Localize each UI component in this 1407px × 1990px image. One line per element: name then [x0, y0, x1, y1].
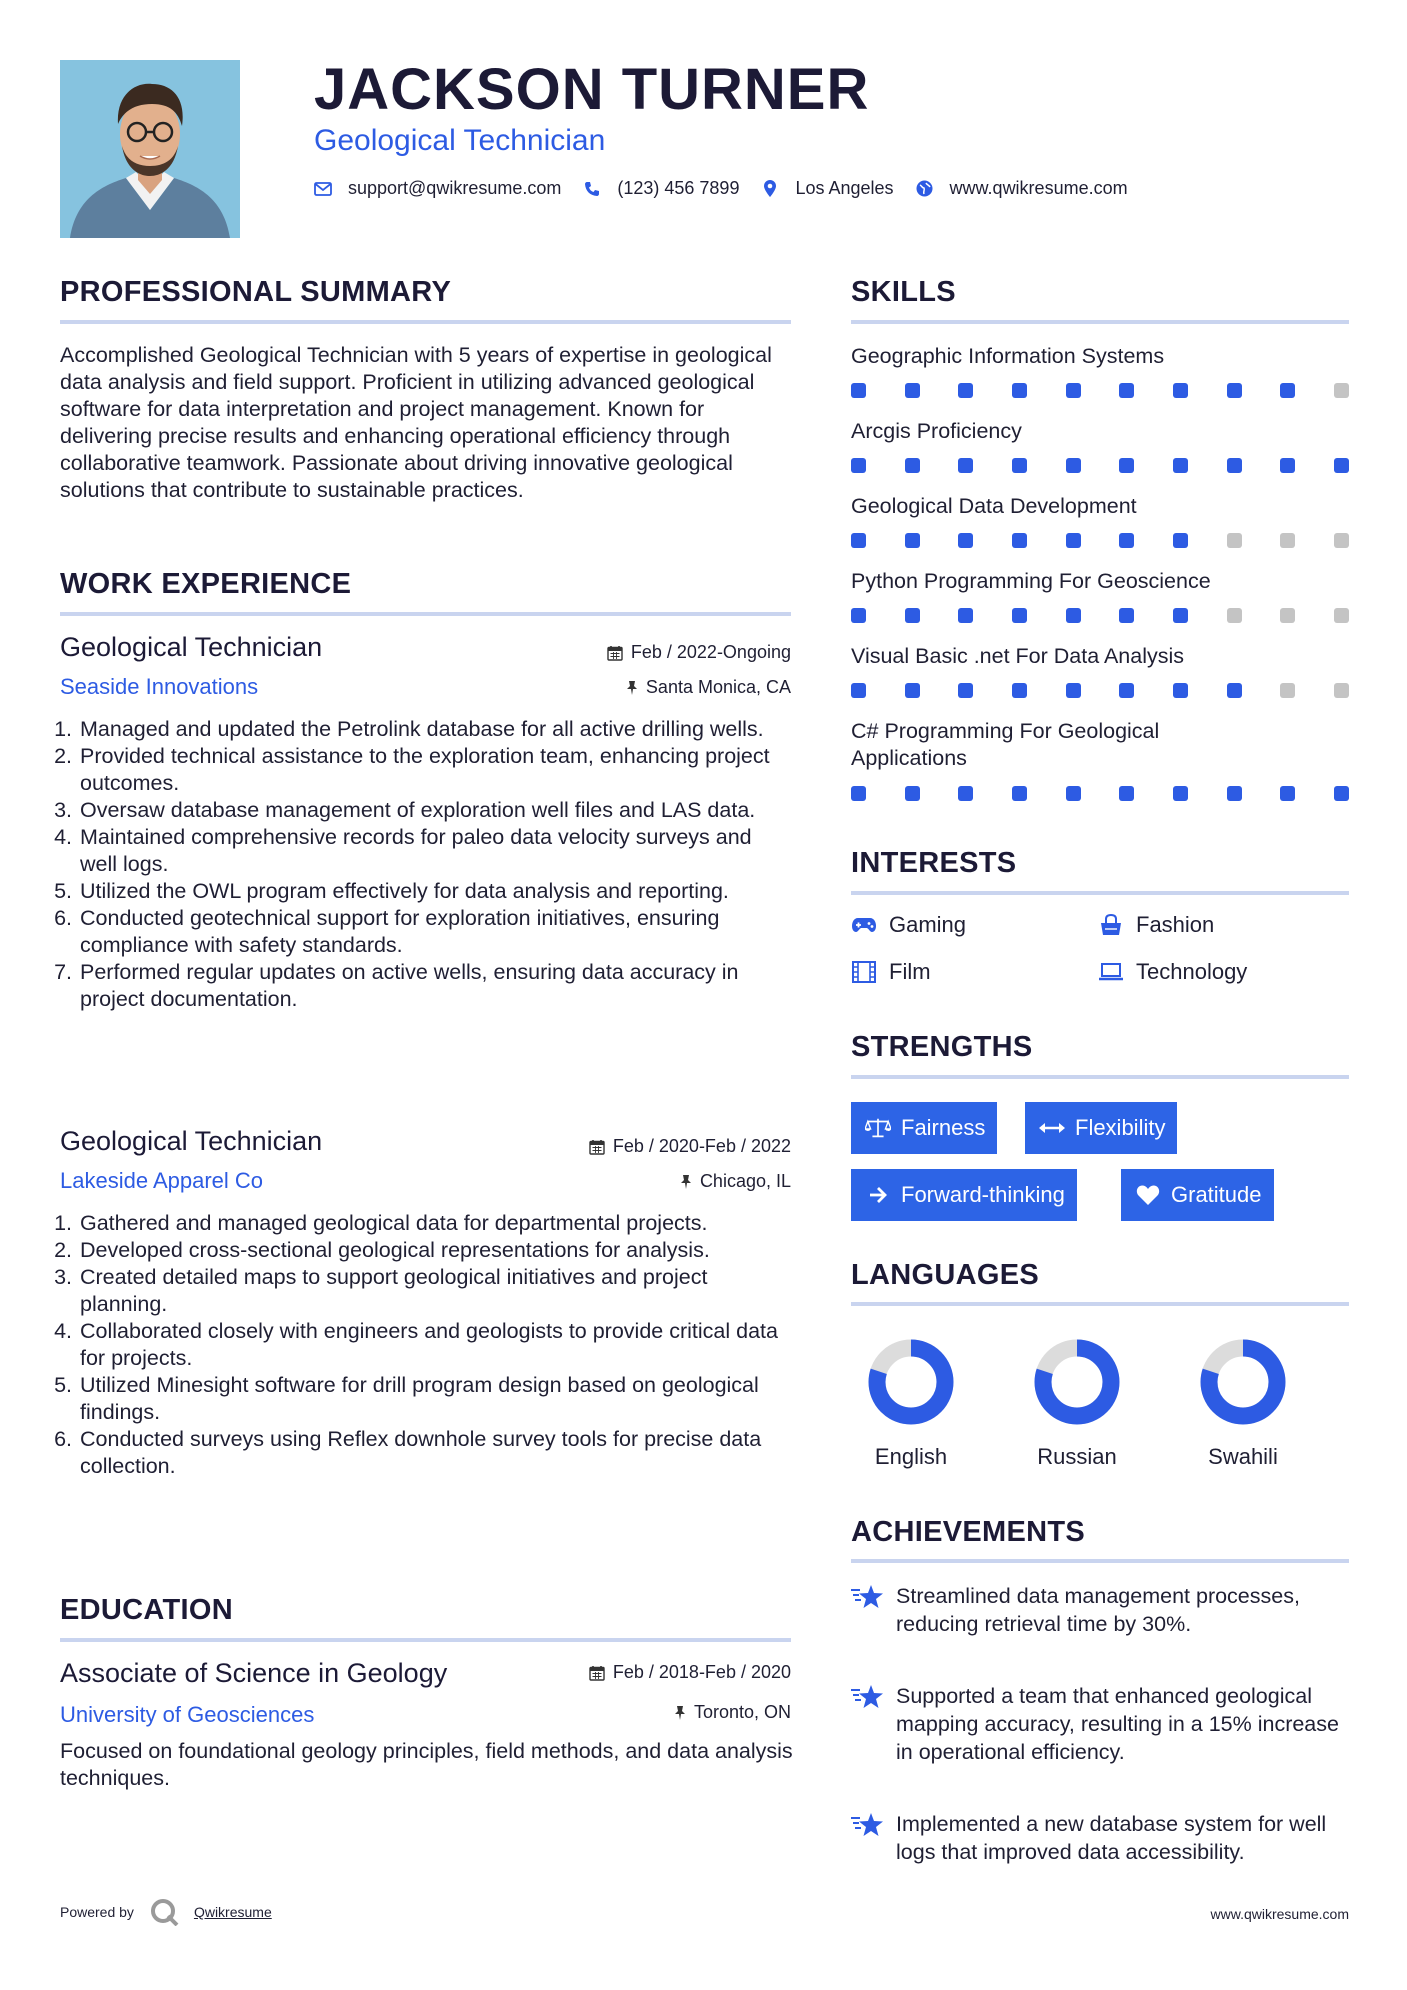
contact-bar	[314, 178, 1150, 199]
map-pin-icon	[761, 180, 779, 198]
skill-5-rating	[851, 683, 1349, 699]
strength-flexibility: Flexibility	[1025, 1102, 1177, 1154]
phone-icon	[583, 180, 601, 198]
film-icon	[851, 961, 877, 983]
skill-dot	[1280, 786, 1295, 801]
skill-dot	[1334, 683, 1349, 698]
shooting-star-icon	[851, 1810, 885, 1866]
skill-dot	[958, 533, 973, 548]
footer-website[interactable]: www.qwikresume.com	[1210, 1906, 1349, 1922]
footer-powered-by: Powered by Qwikresume	[60, 1898, 272, 1926]
language-english: English	[851, 1338, 971, 1439]
skill-6-name: C# Programming For Geological Applications	[851, 719, 1160, 770]
skill-dot	[1119, 608, 1134, 623]
list-item: 5. Utilized the OWL program effectively for data analysis and reporting.	[78, 878, 780, 905]
skills-heading: SKILLS	[851, 276, 956, 308]
list-item: 2. Provided technical assistance to the exploration team, enhancing project outcomes.	[78, 743, 780, 797]
list-item: 1. Managed and updated the Petrolink database for all active drilling wells.	[78, 716, 780, 743]
skill-dot	[905, 383, 920, 398]
language-swahili-chart	[1183, 1338, 1303, 1434]
arrows-horizontal-icon	[1039, 1117, 1065, 1139]
interest-film: Film	[851, 959, 931, 985]
calendar-icon	[589, 1139, 605, 1155]
skill-dot	[1173, 383, 1188, 398]
skill-dot	[1227, 786, 1242, 801]
skill-dot	[1066, 786, 1081, 801]
summary-heading: PROFESSIONAL SUMMARY	[60, 276, 452, 308]
skill-1-rating	[851, 383, 1349, 399]
skill-dot	[1334, 786, 1349, 801]
skill-dot	[1227, 683, 1242, 698]
list-item: 6. Conducted surveys using Reflex downhole survey tools for precise data collection.	[78, 1426, 790, 1480]
experience-heading: WORK EXPERIENCE	[60, 568, 352, 600]
shooting-star-icon	[851, 1682, 885, 1766]
list-item: 3. Created detailed maps to support geological initiatives and project planning.	[78, 1264, 790, 1318]
job-1-title: Geological Technician	[60, 632, 323, 662]
job-1-duties	[60, 716, 780, 1013]
skill-dot	[1173, 458, 1188, 473]
job-1-location: Santa Monica, CA	[500, 677, 791, 698]
skill-dot	[958, 683, 973, 698]
languages-heading: LANGUAGES	[851, 1259, 1039, 1291]
achievement-1: Streamlined data management processes, reducing retrieval time by 30%.	[851, 1582, 1351, 1638]
skill-dot	[1280, 533, 1295, 548]
globe-icon	[916, 180, 934, 198]
skill-dot	[1066, 383, 1081, 398]
list-item: 7. Performed regular updates on active wells, ensuring data accuracy in project documentation.	[78, 959, 780, 1013]
skill-3-rating	[851, 533, 1349, 549]
skill-dot	[1066, 458, 1081, 473]
achievements-divider	[851, 1559, 1349, 1563]
skill-dot	[1173, 683, 1188, 698]
skill-dot	[1119, 458, 1134, 473]
skill-dot	[1173, 533, 1188, 548]
language-russian-chart	[1017, 1338, 1137, 1434]
language-russian: Russian	[1017, 1338, 1137, 1439]
strengths-divider	[851, 1075, 1349, 1079]
skill-dot	[1066, 683, 1081, 698]
skill-dot	[1280, 683, 1295, 698]
list-item: 3. Oversaw database management of exploration well files and LAS data.	[78, 797, 780, 824]
arrow-right-icon	[865, 1184, 891, 1206]
language-english-chart	[851, 1338, 971, 1434]
list-item: 2. Developed cross-sectional geological representations for analysis.	[78, 1237, 790, 1264]
skills-divider	[851, 320, 1349, 324]
heart-icon	[1135, 1184, 1161, 1206]
skill-dot	[851, 458, 866, 473]
achievement-2: Supported a team that enhanced geological mapping accuracy, resulting in a 15% increase in operational efficiency.	[851, 1682, 1351, 1766]
skill-dot	[1334, 608, 1349, 623]
skill-dot	[958, 786, 973, 801]
skill-dot	[1227, 608, 1242, 623]
skill-dot	[1227, 383, 1242, 398]
list-item: 4. Collaborated closely with engineers and geologists to provide critical data for projects.	[78, 1318, 790, 1372]
skill-dot	[1012, 786, 1027, 801]
laptop-icon	[1098, 961, 1124, 983]
thumbtack-icon	[680, 1174, 692, 1190]
skill-dot	[1066, 608, 1081, 623]
achievement-3: Implemented a new database system for well logs that improved data accessibility.	[851, 1810, 1351, 1866]
achievements-heading: ACHIEVEMENTS	[851, 1516, 1086, 1548]
skill-dot	[905, 458, 920, 473]
job-2-date: Feb / 2020-Feb / 2022	[500, 1136, 791, 1157]
skill-dot	[958, 458, 973, 473]
list-item: 4. Maintained comprehensive records for paleo data velocity surveys and well logs.	[78, 824, 780, 878]
skill-dot	[851, 683, 866, 698]
job-2-duties	[60, 1210, 790, 1480]
list-item: 1. Gathered and managed geological data for departmental projects.	[78, 1210, 790, 1237]
skill-6-rating	[851, 786, 1349, 802]
contact-location: Los Angeles	[761, 178, 893, 199]
skill-dot	[1173, 608, 1188, 623]
skill-dot	[1012, 533, 1027, 548]
skill-dot	[1280, 458, 1295, 473]
job-2-company: Lakeside Apparel Co	[60, 1168, 264, 1193]
skill-4-rating	[851, 608, 1349, 624]
profile-photo	[60, 60, 240, 238]
skill-dot	[958, 383, 973, 398]
qwikresume-logo-icon	[150, 1898, 180, 1926]
skill-3-name: Geological Data Development	[851, 494, 1137, 518]
job-2-title: Geological Technician	[60, 1126, 323, 1156]
balance-scale-icon	[865, 1117, 891, 1139]
job-1-company: Seaside Innovations	[60, 674, 259, 699]
education-divider	[60, 1638, 791, 1642]
skill-dot	[1012, 683, 1027, 698]
interest-technology: Technology	[1098, 959, 1247, 985]
education-location: Toronto, ON	[500, 1702, 791, 1723]
contact-website[interactable]: www.qwikresume.com	[916, 178, 1128, 199]
skill-dot	[1119, 786, 1134, 801]
interests-heading: INTERESTS	[851, 847, 1017, 879]
skill-dot	[1012, 383, 1027, 398]
skill-dot	[1119, 683, 1134, 698]
skill-dot	[905, 533, 920, 548]
contact-email[interactable]: support@qwikresume.com	[314, 178, 561, 199]
skill-dot	[1066, 533, 1081, 548]
thumbtack-icon	[674, 1705, 686, 1721]
candidate-name: JACKSON TURNER	[314, 57, 870, 122]
skill-dot	[1012, 608, 1027, 623]
skill-dot	[1227, 533, 1242, 548]
list-item: 5. Utilized Minesight software for drill program design based on geological findings.	[78, 1372, 790, 1426]
candidate-role: Geological Technician	[314, 124, 606, 157]
skill-dot	[958, 608, 973, 623]
skill-5-name: Visual Basic .net For Data Analysis	[851, 644, 1185, 668]
skill-dot	[1012, 458, 1027, 473]
shooting-star-icon	[851, 1582, 885, 1638]
gamepad-icon	[851, 914, 877, 936]
skill-dot	[1334, 383, 1349, 398]
envelope-icon	[314, 180, 332, 198]
job-2-location: Chicago, IL	[500, 1171, 791, 1192]
experience-divider	[60, 612, 791, 616]
skill-dot	[851, 608, 866, 623]
shopping-bag-icon	[1098, 914, 1124, 936]
calendar-icon	[589, 1665, 605, 1681]
skill-dot	[851, 786, 866, 801]
contact-phone[interactable]: (123) 456 7899	[583, 178, 739, 199]
skill-dot	[1280, 608, 1295, 623]
qwikresume-link[interactable]: Qwikresume	[193, 1904, 272, 1920]
summary-divider	[60, 320, 791, 324]
strength-forward-thinking: Forward-thinking	[851, 1169, 1077, 1221]
education-text: Focused on foundational geology principles, field methods, and data analysis techniques.	[60, 1739, 793, 1790]
skill-4-name: Python Programming For Geoscience	[851, 569, 1211, 593]
interest-gaming: Gaming	[851, 912, 966, 938]
languages-divider	[851, 1302, 1349, 1306]
skill-2-rating	[851, 458, 1349, 474]
skill-dot	[1119, 533, 1134, 548]
skill-dot	[905, 683, 920, 698]
skill-dot	[905, 786, 920, 801]
interest-fashion: Fashion	[1098, 912, 1214, 938]
calendar-icon	[607, 645, 623, 661]
skill-dot	[1173, 786, 1188, 801]
skill-dot	[1334, 533, 1349, 548]
job-1-date: Feb / 2022-Ongoing	[500, 642, 791, 663]
thumbtack-icon	[626, 680, 638, 696]
skill-dot	[851, 383, 866, 398]
education-date: Feb / 2018-Feb / 2020	[500, 1662, 791, 1683]
skill-1-name: Geographic Information Systems	[851, 344, 1165, 368]
interests-divider	[851, 891, 1349, 895]
education-heading: EDUCATION	[60, 1594, 233, 1626]
skill-dot	[1119, 383, 1134, 398]
language-swahili: Swahili	[1183, 1338, 1303, 1439]
strengths-heading: STRENGTHS	[851, 1031, 1033, 1063]
skill-dot	[851, 533, 866, 548]
skill-dot	[1280, 383, 1295, 398]
skill-2-name: Arcgis Proficiency	[851, 419, 1022, 443]
skill-dot	[1334, 458, 1349, 473]
strength-gratitude: Gratitude	[1121, 1169, 1274, 1221]
strength-fairness: Fairness	[851, 1102, 997, 1154]
summary-text: Accomplished Geological Technician with 5 years of expertise in geological data analysis and field support. Proficient in utilizing advanced geological software for data interpretation and project management. Known for delivering precise results and enhancing operational efficiency through collaborative teamwork. Passionate about driving innovative geological solutions that contribute to sustainable practices.	[60, 343, 772, 502]
skill-dot	[1227, 458, 1242, 473]
list-item: 6. Conducted geotechnical support for exploration initiatives, ensuring compliance with safety standards.	[78, 905, 780, 959]
degree-title: Associate of Science in Geology	[60, 1658, 448, 1688]
school-name: University of Geosciences	[60, 1702, 315, 1727]
skill-dot	[905, 608, 920, 623]
